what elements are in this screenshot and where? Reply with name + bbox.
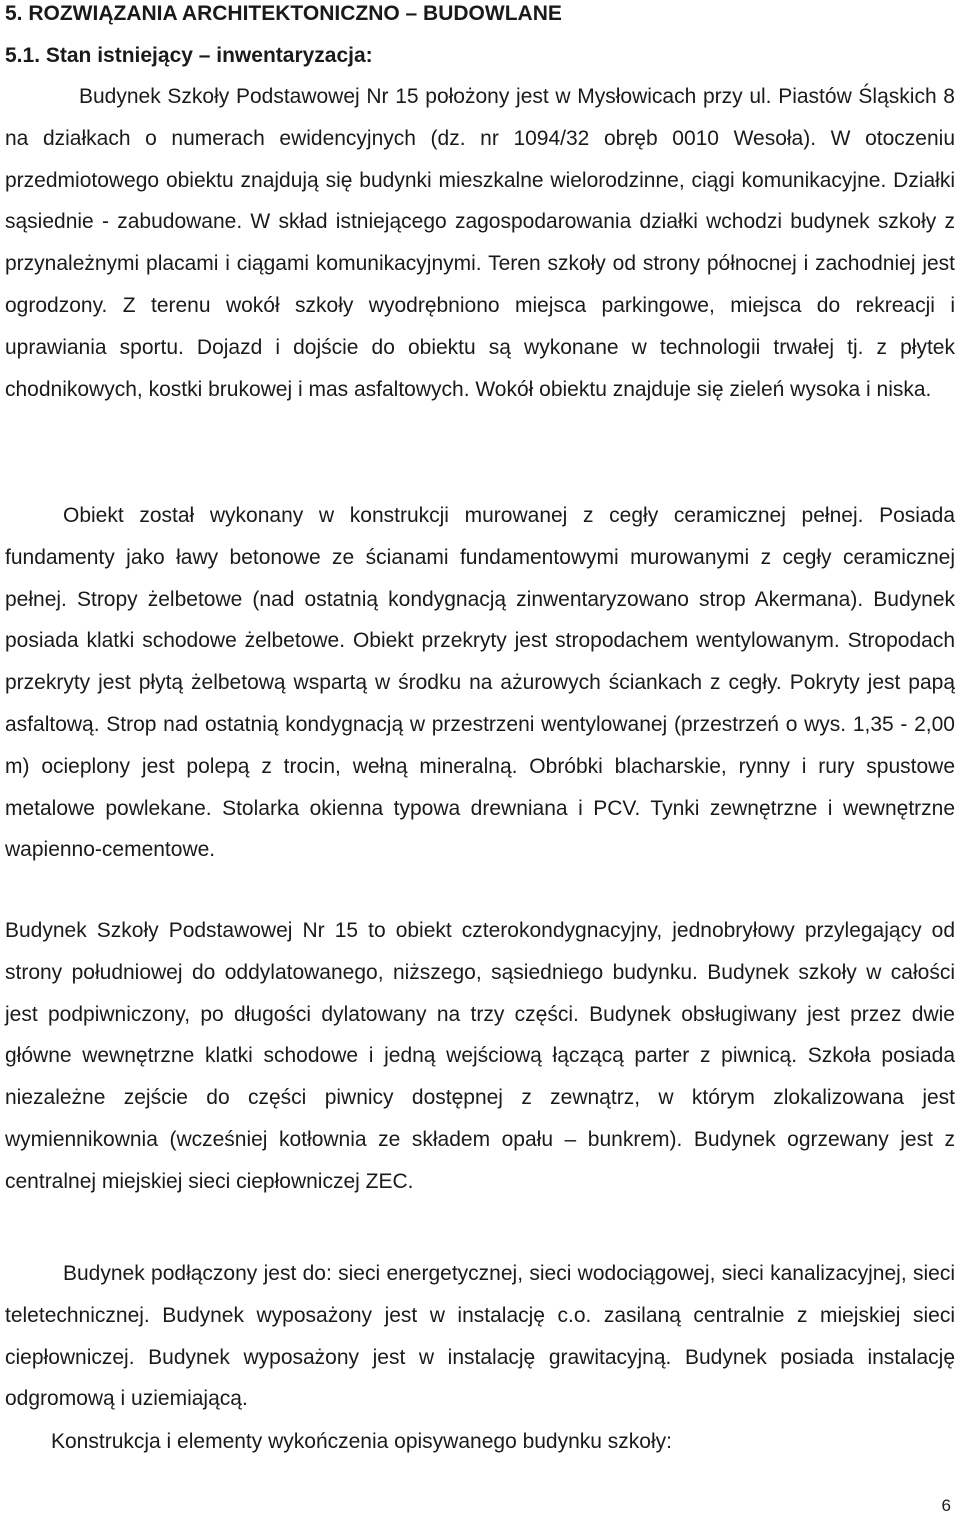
section-heading: 5. ROZWIĄZANIA ARCHITEKTONICZNO – BUDOWLANE	[5, 2, 562, 25]
page-number: 6	[941, 1496, 951, 1515]
paragraph-building-layout-block	[5, 910, 955, 1203]
paragraph-intro-elements-block	[5, 1421, 955, 1463]
paragraph-intro-elements: Konstrukcja i elementy wykończenia opisywanego budynku szkoły:	[51, 1430, 672, 1453]
paragraph-utilities: Budynek podłączony jest do: sieci energetycznej, sieci wodociągowej, sieci kanalizacyjnej, sieci teletechnicznej. Budynek wyposażony jest w instalację c.o. zasilaną centralnie z miejskiej sieci ciepłowniczej. Budynek wyposażony jest w instalację grawitacyjną. Budynek posiada instalację odgromową i uziemiającą.	[5, 1262, 955, 1411]
paragraph-construction-block	[5, 495, 955, 871]
document-page	[5, 0, 955, 1518]
paragraph-construction: Obiekt został wykonany w konstrukcji murowanej z cegły ceramicznej pełnej. Posiada fundamenty jako ławy betonowe ze ścianami fundamentowymi murowanymi z cegły ceramicznej pełnej. Stropy żelbetowe (nad ostatnią kondygnacją zinwentaryzowano strop Akermana). Budynek posiada klatki schodowe żelbetowe. Obiekt przekryty jest stropodachem wentylowanym. Stropodach przekryty jest płytą żelbetową wspartą w środku na ażurowych ściankach z cegły. Pokryty jest papą asfaltową. Strop nad ostatnią kondygnacją w przestrzeni wentylowanej (przestrzeń o wys. 1,35 - 2,00 m) ocieplony jest polepą z trocin, wełną mineralną. Obróbki blacharskie, rynny i rury spustowe metalowe powlekane. Stolarka okienna typowa drewniana i PCV. Tynki zewnętrzne i wewnętrzne wapienno-cementowe.	[5, 504, 955, 862]
subsection-heading: 5.1. Stan istniejący – inwentaryzacja:	[5, 44, 373, 67]
paragraph-utilities-block	[5, 1253, 955, 1420]
paragraph-site-description-block	[5, 76, 955, 410]
paragraph-site-description: Budynek Szkoły Podstawowej Nr 15 położony jest w Mysłowicach przy ul. Piastów Śląskich 8 na działkach o numerach ewidencyjnych (dz. nr 1094/32 obręb 0010 Wesoła). W otoczeniu przedmiotowego obiektu znajdują się budynki mieszkalne wielorodzinne, ciągi komunikacyjne. Działki sąsiednie - zabudowane. W skład istniejącego zagospodarowania działki wchodzi budynek szkoły z przynależnymi placami i ciągami komunikacyjnymi. Teren szkoły od strony północnej i zachodniej jest ogrodzony. Z terenu wokół szkoły wyodrębniono miejsca parkingowe, miejsca do rekreacji i uprawiania sportu. Dojazd i dojście do obiektu są wykonane w technologii trwałej tj. z płytek chodnikowych, kostki brukowej i mas asfaltowych. Wokół obiektu znajduje się zieleń wysoka i niska.	[5, 85, 955, 401]
paragraph-building-layout: Budynek Szkoły Podstawowej Nr 15 to obiekt czterokondygnacyjny, jednobryłowy przylegający od strony południowej do oddylatowanego, niższego, sąsiedniego budynku. Budynek szkoły w całości jest podpiwniczony, po długości dylatowany na trzy części. Budynek obsługiwany jest przez dwie główne wewnętrzne klatki schodowe i jedną wejściową łączącą parter z piwnicą. Szkoła posiada niezależne zejście do części piwnicy dostępnej z zewnątrz, w którym zlokalizowana jest wymiennikownia (wcześniej kotłownia ze składem opału – bunkrem). Budynek ogrzewany jest z centralnej miejskiej sieci ciepłowniczej ZEC.	[5, 919, 955, 1193]
